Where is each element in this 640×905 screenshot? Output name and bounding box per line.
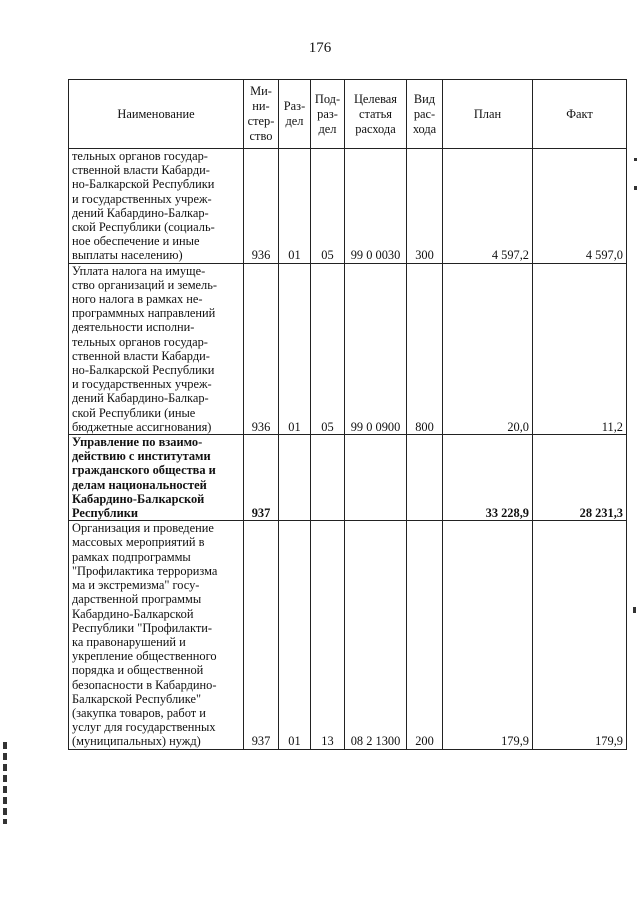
scan-mark xyxy=(3,742,7,824)
header-fact: Факт xyxy=(533,80,627,149)
header-ministry: Ми- ни- стер- ство xyxy=(244,80,279,149)
row-section: 01 xyxy=(279,149,311,264)
budget-table xyxy=(68,79,627,750)
table-row xyxy=(69,521,627,749)
header-plan: План xyxy=(443,80,533,149)
row-plan: 4 597,2 xyxy=(443,149,533,264)
row-plan: 179,9 xyxy=(443,521,533,749)
row-type: 200 xyxy=(407,521,443,749)
row-subsection: 05 xyxy=(311,149,345,264)
row-type: 300 xyxy=(407,149,443,264)
row-section: 01 xyxy=(279,263,311,434)
table-row xyxy=(69,435,627,521)
row-section: 01 xyxy=(279,521,311,749)
row-type: 800 xyxy=(407,263,443,434)
row-plan: 33 228,9 xyxy=(443,435,533,521)
row-ministry: 936 xyxy=(244,263,279,434)
row-name: тельных органов государ- ственной власти Кабарди- но-Балкарской Республики и государственных учреж- дений Кабардино-Балкар- ской Республики (социаль- ное обеспечение и иные выплаты населению) xyxy=(69,149,244,264)
row-fact: 11,2 xyxy=(533,263,627,434)
row-subsection: 05 xyxy=(311,263,345,434)
row-fact: 4 597,0 xyxy=(533,149,627,264)
scan-mark xyxy=(634,158,637,161)
table-row xyxy=(69,263,627,434)
row-ministry: 937 xyxy=(244,521,279,749)
row-target: 99 0 0900 xyxy=(345,263,407,434)
row-type xyxy=(407,435,443,521)
row-fact: 179,9 xyxy=(533,521,627,749)
row-name: Уплата налога на имуще- ство организаций и земель- ного налога в рамках не- программных направлений деятельности исполни- тельных органов государ- ственной власти Кабарди- но-Балкарской Республики и государственных учреж- дений Кабардино-Балкар- ской Республики (иные бюджетные ассигнования) xyxy=(69,263,244,434)
table-header-row xyxy=(69,80,627,149)
page-number: 176 xyxy=(308,40,332,56)
row-name: Организация и проведение массовых мероприятий в рамках подпрограммы "Профилактика терроризма ма и экстремизма" госу- дарственной программы Кабардино-Балкарской Республики "Профилакти- ка правонарушений и укрепление общественного порядка и общественной безопасности в Кабардино- Балкарской Республике" (закупка товаров, работ и услуг для государственных (муниципальных) нужд) xyxy=(69,521,244,749)
row-target: 99 0 0030 xyxy=(345,149,407,264)
header-name: Наименование xyxy=(69,80,244,149)
header-type: Вид рас- хода xyxy=(407,80,443,149)
table-row xyxy=(69,149,627,264)
row-fact: 28 231,3 xyxy=(533,435,627,521)
scan-mark xyxy=(634,186,637,190)
row-subsection: 13 xyxy=(311,521,345,749)
row-name: Управление по взаимо- действию с институтами гражданского общества и делам национальностей Кабардино-Балкарской Республики xyxy=(69,435,244,521)
row-subsection xyxy=(311,435,345,521)
row-section xyxy=(279,435,311,521)
scan-mark xyxy=(633,607,636,613)
row-ministry: 937 xyxy=(244,435,279,521)
header-subsection: Под- раз- дел xyxy=(311,80,345,149)
header-target: Целевая статья расхода xyxy=(345,80,407,149)
header-section: Раз- дел xyxy=(279,80,311,149)
row-target: 08 2 1300 xyxy=(345,521,407,749)
row-ministry: 936 xyxy=(244,149,279,264)
row-target xyxy=(345,435,407,521)
row-plan: 20,0 xyxy=(443,263,533,434)
